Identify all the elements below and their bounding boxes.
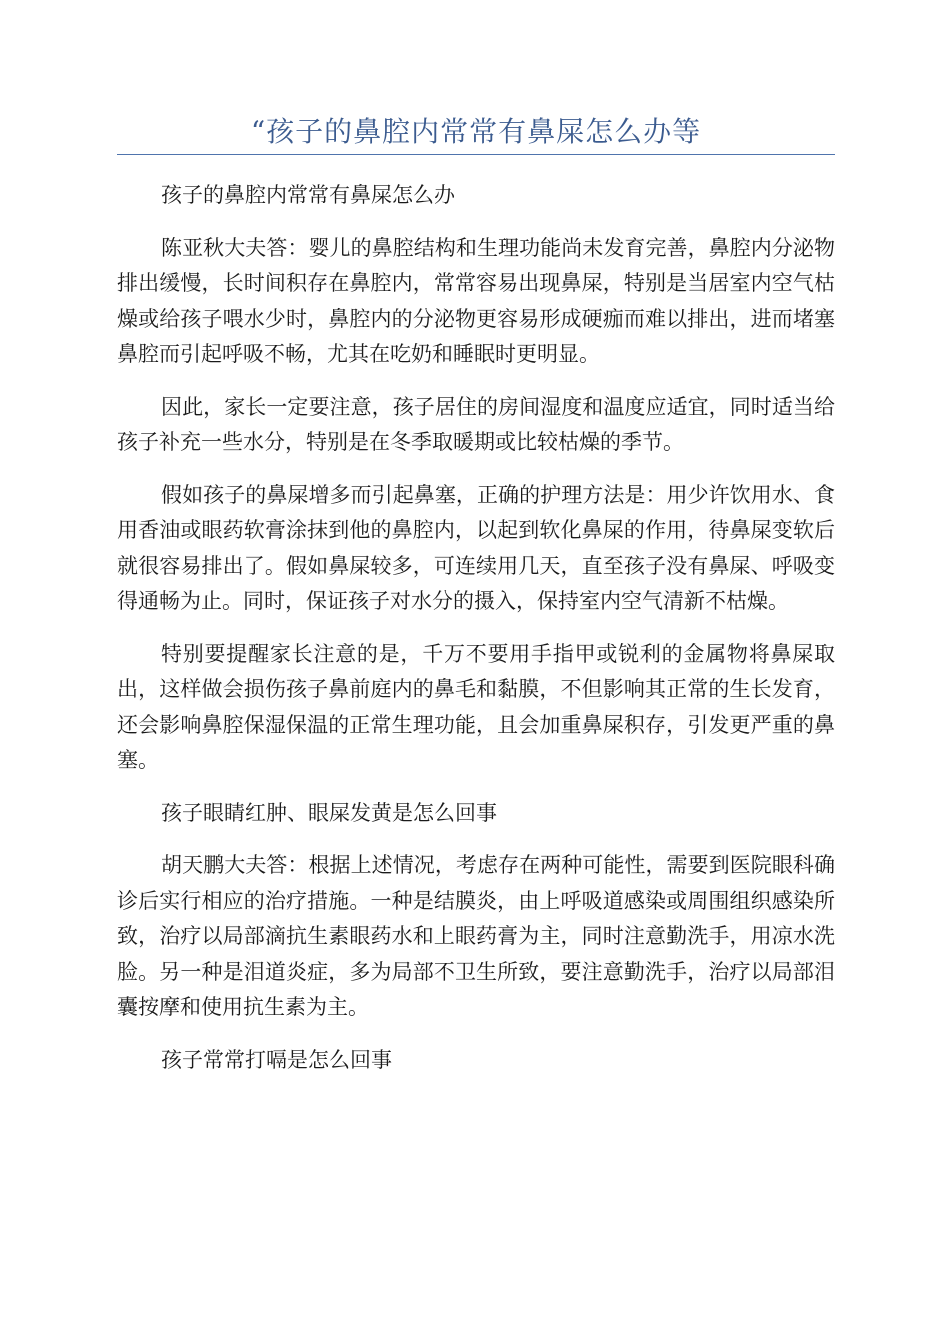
- document-title: “孩子的鼻腔内常常有鼻屎怎么办等: [250, 115, 702, 148]
- paragraph-question-eyes: 孩子眼睛红肿、眼屎发黄是怎么回事: [161, 800, 497, 825]
- paragraph-warning: 特别要提醒家长注意的是，千万不要用手指甲或锐利的金属物将鼻屎取出，这样做会损伤孩子鼻前庭内的鼻毛和黏膜，不但影响其正常的生长发育，还会影响鼻腔保湿保温的正常生理功能，且会加重鼻屎积存，引发更严重的鼻塞。: [117, 641, 835, 772]
- paragraph-question-nasal: 孩子的鼻腔内常常有鼻屎怎么办: [161, 183, 455, 207]
- title-underline: [117, 154, 835, 155]
- paragraph-humidity-advice: 因此，家长一定要注意，孩子居住的房间湿度和温度应适宜，同时适当给孩子补充一些水分，特别是在冬季取暖期或比较枯燥的季节。: [117, 394, 835, 454]
- paragraph-care-method: 假如孩子的鼻屎增多而引起鼻塞，正确的护理方法是：用少许饮用水、食用香油或眼药软膏涂抹到他的鼻腔内，以起到软化鼻屎的作用，待鼻屎变软后就很容易排出了。假如鼻屎较多，可连续用几天，直至孩子没有鼻屎、呼吸变得通畅为止。同时，保证孩子对水分的摄入，保持室内空气清新不枯燥。: [117, 482, 835, 613]
- paragraph-question-hiccup: 孩子常常打嗝是怎么回事: [161, 1047, 392, 1072]
- paragraph-answer-chen: 陈亚秋大夫答：婴儿的鼻腔结构和生理功能尚未发育完善，鼻腔内分泌物排出缓慢，长时间积存在鼻腔内，常常容易出现鼻屎，特别是当居室内空气枯燥或给孩子喂水少时，鼻腔内的分泌物更容易形成硬痂而难以排出，进而堵塞鼻腔而引起呼吸不畅，尤其在吃奶和睡眠时更明显。: [117, 235, 835, 366]
- document-body: [117, 178, 835, 1095]
- paragraph-answer-hu: 胡天鹏大夫答：根据上述情况，考虑存在两种可能性，需要到医院眼科确诊后实行相应的治疗措施。一种是结膜炎，由上呼吸道感染或周围组织感染所致，治疗以局部滴抗生素眼药水和上眼药膏为主，同时注意勤洗手，用凉水洗脸。另一种是泪道炎症，多为局部不卫生所致，要注意勤洗手，治疗以局部泪囊按摩和使用抗生素为主。: [117, 853, 835, 1019]
